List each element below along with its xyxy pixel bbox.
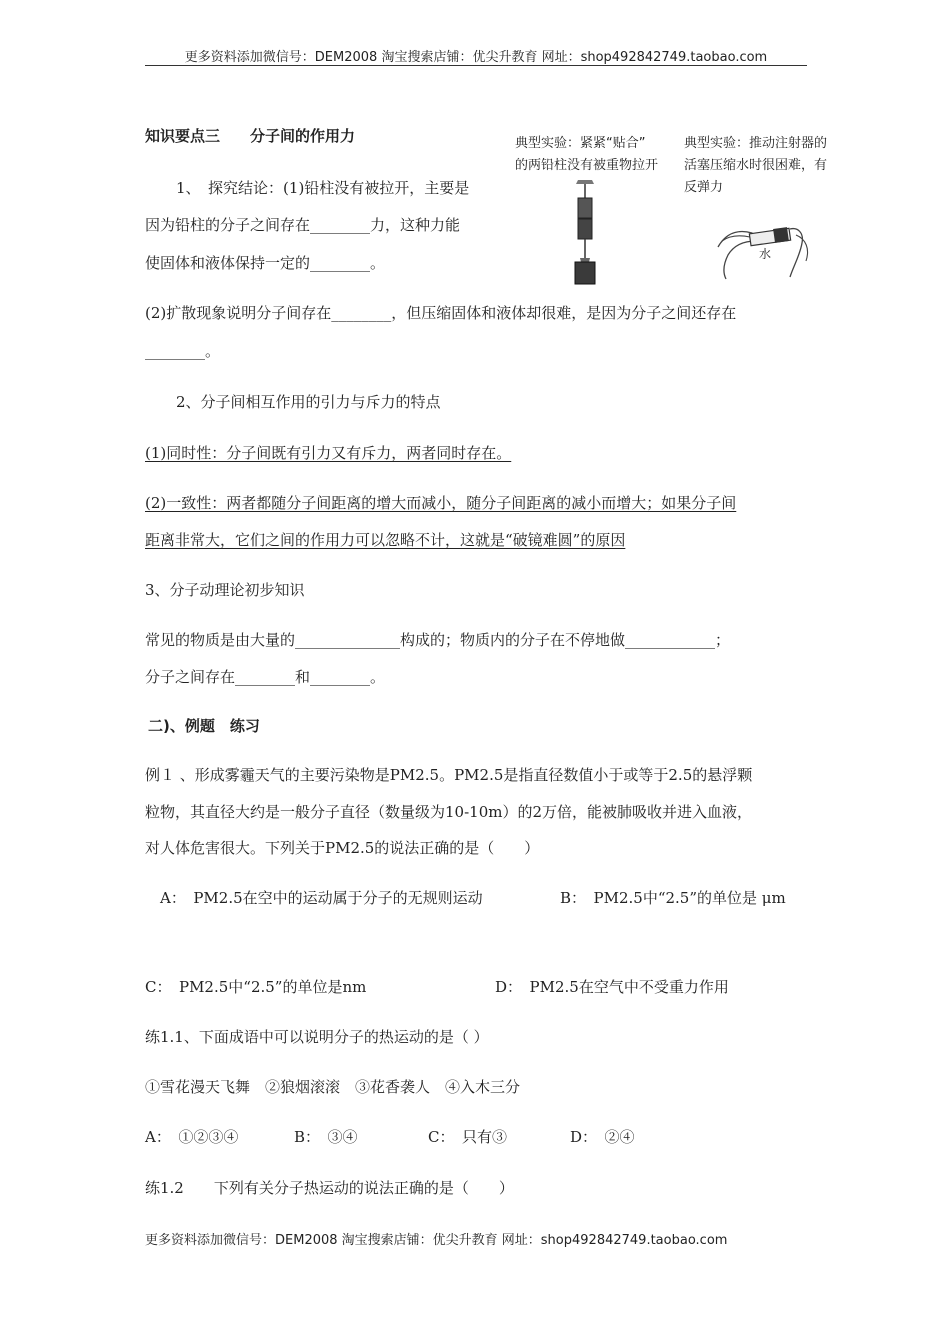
practice-1-1-question: 练1.1、下面成语中可以说明分子的热运动的是（ ）: [145, 1028, 489, 1046]
example-1-option-c: C： PM2.5中“2.5”的单位是nm: [145, 978, 367, 996]
item-3-line-1: 常见的物质是由大量的______________构成的；物质内的分子在不停地做____________；: [145, 631, 731, 649]
item-3-line-2: 分子之间存在________和________。: [145, 668, 386, 686]
example-1-line-3: 对人体危害很大。下列关于PM2.5的说法正确的是（ ）: [145, 839, 540, 857]
item-3-heading: 3、分子动理论初步知识: [145, 581, 305, 599]
item-2-consistency-line-2: 距离非常大，它们之间的作用力可以忽略不计，这就是“破镜难圆”的原因: [145, 531, 626, 549]
examples-heading: 二)、例题 练习: [148, 717, 260, 735]
left-caption-line-2: 的两铅柱没有被重物拉开: [515, 158, 659, 173]
right-figure-caption: [684, 133, 827, 199]
item-2-heading: 2、分子间相互作用的引力与斥力的特点: [176, 393, 441, 411]
practice-1-1-option-c: C： 只有③: [428, 1128, 507, 1146]
diffusion-line-1: (2)扩散现象说明分子间存在________，但压缩固体和液体却很难，是因为分子之间还存在: [145, 304, 737, 322]
right-caption-line-1: 典型实验：推动注射器的: [684, 136, 828, 151]
right-caption-line-2: 活塞压缩水时很困难，有: [684, 158, 828, 173]
conclusion-line-3: 使固体和液体保持一定的________。: [145, 254, 386, 272]
example-1-line-1: 例１ 、形成雾霾天气的主要污染物是PM2.5。PM2.5是指直径数值小于或等于2.5的悬浮颗: [145, 766, 753, 784]
example-1-option-d: D： PM2.5在空气中不受重力作用: [495, 978, 729, 996]
section-title: 知识要点三 分子间的作用力: [145, 127, 356, 145]
practice-1-1-option-d: D： ②④: [570, 1128, 635, 1146]
water-label: 水: [759, 247, 772, 261]
lead-cylinders-figure: [560, 178, 610, 286]
diffusion-line-2: ________。: [145, 342, 221, 360]
example-1-option-a: A： PM2.5在空中的运动属于分子的无规则运动: [160, 889, 483, 907]
right-caption-line-3: 反弹力: [684, 180, 724, 195]
practice-1-1-option-b: B： ③④: [294, 1128, 358, 1146]
practice-1-1-option-a: A： ①②③④: [145, 1128, 239, 1146]
example-1-option-b: B： PM2.5中“2.5”的单位是 μm: [560, 889, 786, 907]
example-1-line-2: 粒物，其直径大约是一般分子直径（数量级为10-10m）的2万倍，能被肺吸收并进入血液，: [145, 803, 753, 821]
item-2-consistency-line-1: (2)一致性：两者都随分子间距离的增大而减小，随分子间距离的减小而增大；如果分子间: [145, 494, 737, 512]
left-caption-line-1: 典型实验：紧紧“贴合”: [515, 136, 646, 151]
page-footer: 更多资料添加微信号：DEM2008 淘宝搜索店铺：优尖升教育 网址：shop492842749.taobao.com: [145, 1233, 728, 1248]
practice-1-1-items: ①雪花漫天飞舞 ②狼烟滚滚 ③花香袭人 ④入木三分: [145, 1078, 521, 1096]
conclusion-line-2: 因为铅柱的分子之间存在________力，这种力能: [145, 216, 461, 234]
page-header: 更多资料添加微信号：DEM2008 淘宝搜索店铺：优尖升教育 网址：shop492842749.taobao.com: [184, 50, 768, 65]
item-2-simultaneity: (1)同时性：分子间既有引力又有斥力，两者同时存在。: [145, 444, 512, 462]
conclusion-line-1: 1、 探究结论：(1)铅柱没有被拉开，主要是: [176, 179, 470, 197]
header-divider: [145, 65, 807, 66]
left-figure-caption: [515, 133, 658, 177]
practice-1-2-question: 练1.2 下列有关分子热运动的说法正确的是（ ）: [145, 1179, 514, 1197]
